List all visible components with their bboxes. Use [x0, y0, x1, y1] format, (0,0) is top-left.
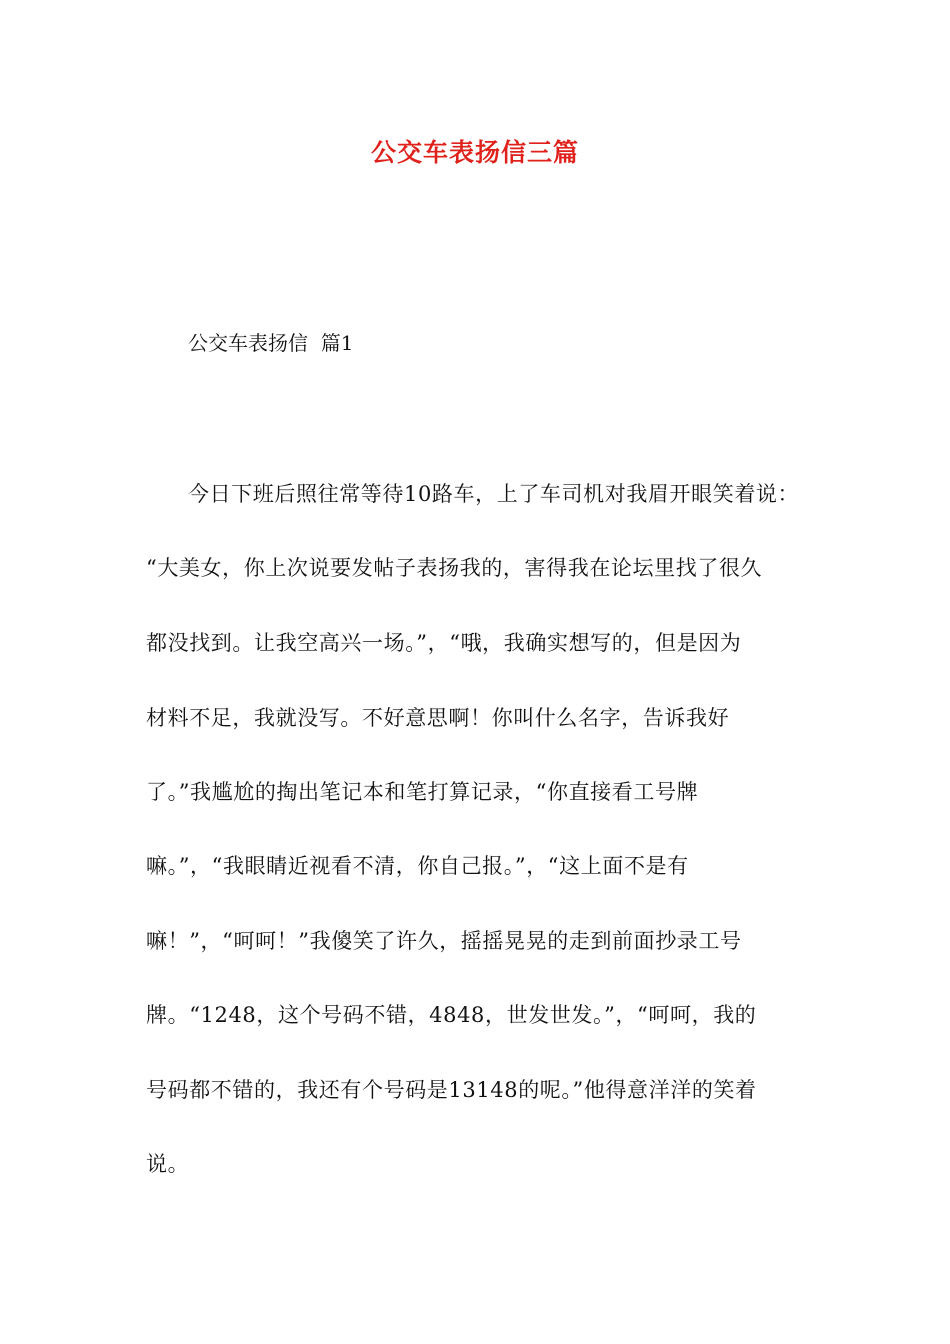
paragraph-line-5: 了。”我尴尬的掏出笔记本和笔打算记录，“你直接看工号牌 — [146, 780, 699, 804]
paragraph-line-1: 今日下班后照往常等待10路车，上了车司机对我眉开眼笑着说： — [188, 482, 800, 506]
paragraph-line-2: “大美女，你上次说要发帖子表扬我的，害得我在论坛里找了很久 — [146, 556, 763, 580]
paragraph-line-7: 嘛！”，“呵呵！”我傻笑了许久，摇摇晃晃的走到前面抄录工号 — [146, 929, 742, 953]
document-title: 公交车表扬信三篇 — [370, 138, 579, 167]
section-heading: 公交车表扬信 篇1 — [188, 331, 354, 355]
paragraph-line-4: 材料不足，我就没写。不好意思啊！你叫什么名字，告诉我好 — [146, 706, 730, 730]
paragraph-line-10: 说。 — [146, 1152, 190, 1176]
paragraph-line-8: 牌。“1248，这个号码不错，4848，世发世发。”，“呵呵，我的 — [146, 1003, 757, 1027]
paragraph-line-9: 号码都不错的，我还有个号码是13148的呢。”他得意洋洋的笑着 — [146, 1078, 757, 1102]
paragraph-line-6: 嘛。”，“我眼睛近视看不清，你自己报。”，“这上面不是有 — [146, 854, 689, 878]
paragraph-line-3: 都没找到。让我空高兴一场。”，“哦，我确实想写的，但是因为 — [146, 631, 742, 655]
